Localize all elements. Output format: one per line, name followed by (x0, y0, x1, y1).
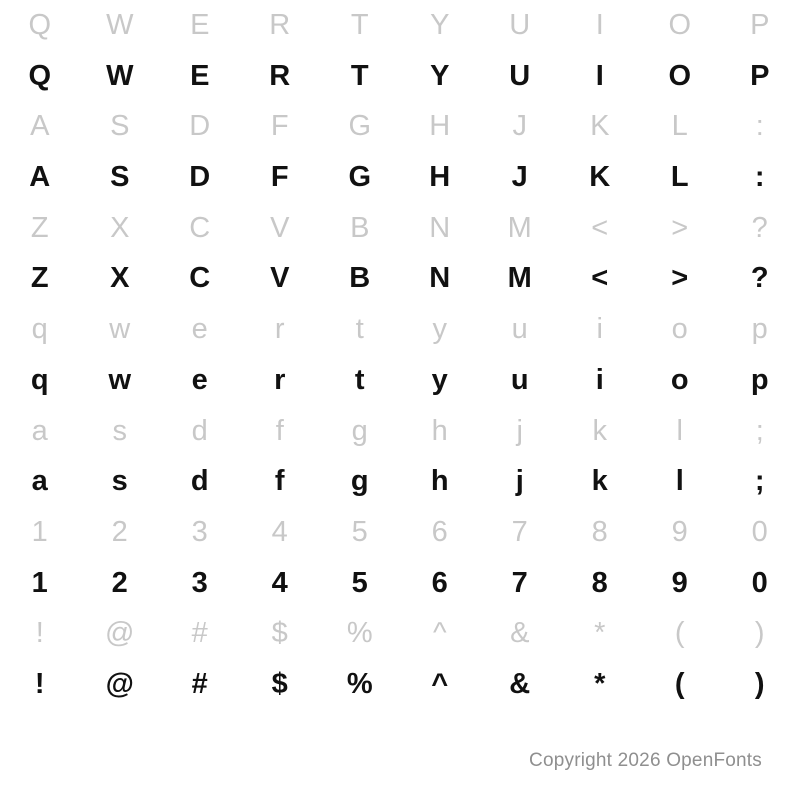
glyph-cell: Y (430, 59, 450, 92)
glyph-cell: S (110, 110, 130, 143)
glyph-cell: d (190, 465, 210, 498)
glyph-cell: F (270, 161, 290, 194)
glyph-cell: U (509, 8, 531, 41)
copyright-notice: Copyright 2026 OpenFonts (529, 750, 762, 771)
glyph-cell: w (109, 313, 131, 346)
glyph-cell: % (346, 668, 374, 701)
glyph-cell: J (512, 110, 528, 143)
glyph-cell: B (349, 262, 371, 295)
glyph-cell: # (191, 617, 209, 650)
glyph-cell: P (750, 8, 770, 41)
glyph-cell: 8 (591, 566, 609, 599)
glyph-cell: N (429, 211, 451, 244)
glyph-cell: i (596, 313, 604, 346)
glyph-cell: q (31, 313, 49, 346)
glyph-cell: C (189, 211, 211, 244)
glyph-cell: l (676, 414, 684, 447)
glyph-cell: X (110, 262, 130, 295)
glyph-cell: E (190, 59, 210, 92)
glyph-cell: W (106, 59, 134, 92)
glyph-row (0, 0, 800, 51)
glyph-row (0, 659, 800, 710)
glyph-cell: $ (271, 617, 289, 650)
glyph-cell: h (431, 414, 449, 447)
glyph-cell: E (190, 8, 210, 41)
glyph-cell: H (429, 161, 451, 194)
glyph-cell: j (515, 465, 525, 498)
glyph-cell: 8 (591, 516, 609, 549)
glyph-cell: U (509, 59, 531, 92)
glyph-cell: y (431, 363, 449, 396)
glyph-cell: @ (105, 668, 135, 701)
glyph-cell: ^ (431, 668, 449, 701)
glyph-cell: F (270, 110, 290, 143)
glyph-cell: 2 (111, 566, 129, 599)
glyph-cell: @ (105, 617, 135, 650)
glyph-cell: l (675, 465, 685, 498)
glyph-cell: r (274, 313, 286, 346)
glyph-cell: 3 (191, 516, 209, 549)
glyph-cell: u (511, 313, 529, 346)
glyph-cell: V (270, 211, 290, 244)
glyph-row (0, 609, 800, 660)
glyph-cell: I (595, 59, 605, 92)
glyph-cell: ? (750, 262, 770, 295)
glyph-cell: o (671, 313, 689, 346)
glyph-cell: k (592, 414, 608, 447)
glyph-cell: p (751, 313, 769, 346)
glyph-cell: D (189, 110, 211, 143)
glyph-cell: g (351, 414, 369, 447)
glyph-cell: ) (754, 668, 766, 701)
glyph-cell: P (750, 59, 770, 92)
glyph-cell: G (348, 161, 372, 194)
glyph-cell: C (189, 262, 211, 295)
glyph-cell: k (591, 465, 609, 498)
glyph-row (0, 51, 800, 102)
glyph-cell: 4 (271, 566, 289, 599)
glyph-cell: R (269, 59, 291, 92)
glyph-cell: 2 (111, 516, 129, 549)
glyph-cell: B (350, 211, 370, 244)
glyph-cell: r (274, 363, 286, 396)
glyph-cell: X (110, 211, 130, 244)
glyph-cell: q (30, 363, 50, 396)
glyph-row (0, 101, 800, 152)
glyph-cell: Q (28, 59, 52, 92)
glyph-cell: I (595, 8, 605, 41)
glyph-cell: 7 (511, 566, 529, 599)
glyph-cell: h (430, 465, 450, 498)
glyph-cell: V (270, 262, 290, 295)
glyph-cell: T (350, 59, 370, 92)
glyph-cell: < (591, 211, 609, 244)
glyph-cell: s (111, 465, 129, 498)
glyph-row (0, 507, 800, 558)
glyph-cell: 6 (431, 516, 449, 549)
glyph-cell: Z (30, 262, 50, 295)
glyph-cell: > (671, 211, 689, 244)
glyph-cell: Q (28, 8, 52, 41)
glyph-cell: A (29, 161, 51, 194)
glyph-cell: Z (30, 211, 50, 244)
glyph-cell: f (275, 414, 285, 447)
glyph-cell: ! (34, 668, 46, 701)
glyph-row (0, 406, 800, 457)
glyph-cell: G (348, 110, 372, 143)
glyph-row (0, 152, 800, 203)
glyph-cell: M (507, 211, 533, 244)
glyph-cell: t (354, 363, 366, 396)
glyph-cell: j (516, 414, 524, 447)
glyph-cell: y (432, 313, 448, 346)
glyph-cell: 1 (31, 516, 49, 549)
glyph-cell: a (31, 414, 49, 447)
glyph-cell: f (274, 465, 286, 498)
glyph-cell: A (30, 110, 50, 143)
glyph-cell: ; (754, 465, 766, 498)
glyph-cell: ^ (432, 617, 448, 650)
glyph-cell: 4 (271, 516, 289, 549)
glyph-cell: ) (754, 617, 766, 650)
glyph-cell: : (755, 110, 765, 143)
glyph-cell: # (191, 668, 209, 701)
glyph-cell: e (191, 363, 209, 396)
glyph-cell: R (269, 8, 291, 41)
glyph-row (0, 304, 800, 355)
glyph-cell: g (350, 465, 370, 498)
glyph-cell: > (671, 262, 689, 295)
glyph-row (0, 254, 800, 305)
glyph-cell: M (507, 262, 533, 295)
glyph-cell: T (350, 8, 370, 41)
glyph-cell: ! (35, 617, 45, 650)
glyph-cell: K (589, 161, 611, 194)
glyph-cell: O (668, 8, 692, 41)
glyph-cell: L (671, 110, 689, 143)
glyph-cell: & (509, 668, 531, 701)
glyph-cell: u (510, 363, 530, 396)
glyph-cell: 5 (351, 516, 369, 549)
glyph-cell: Y (430, 8, 450, 41)
glyph-cell: 0 (751, 566, 769, 599)
glyph-cell: : (754, 161, 766, 194)
glyph-row (0, 355, 800, 406)
glyph-cell: O (668, 59, 692, 92)
glyph-cell: e (191, 313, 209, 346)
glyph-cell: 6 (431, 566, 449, 599)
glyph-cell: % (346, 617, 374, 650)
glyph-row (0, 558, 800, 609)
glyph-cell: o (670, 363, 690, 396)
glyph-cell: d (191, 414, 209, 447)
glyph-cell: W (106, 8, 134, 41)
glyph-cell: 0 (751, 516, 769, 549)
glyph-cell: * (594, 617, 606, 650)
glyph-cell: s (112, 414, 128, 447)
glyph-cell: & (510, 617, 530, 650)
glyph-cell: 3 (191, 566, 209, 599)
glyph-cell: D (189, 161, 211, 194)
glyph-cell: N (429, 262, 451, 295)
glyph-cell: 7 (511, 516, 529, 549)
glyph-cell: t (355, 313, 365, 346)
glyph-cell: * (594, 668, 606, 701)
glyph-cell: J (511, 161, 529, 194)
glyph-row (0, 203, 800, 254)
glyph-cell: ( (674, 668, 686, 701)
glyph-cell: ? (751, 211, 769, 244)
glyph-cell: L (670, 161, 690, 194)
glyph-cell: K (590, 110, 610, 143)
glyph-cell: i (595, 363, 605, 396)
glyph-cell: ; (755, 414, 765, 447)
glyph-cell: 5 (351, 566, 369, 599)
glyph-cell: ( (674, 617, 686, 650)
glyph-cell: p (750, 363, 770, 396)
glyph-cell: a (31, 465, 49, 498)
glyph-cell: w (108, 363, 132, 396)
glyph-cell: S (110, 161, 130, 194)
glyph-cell: 9 (671, 516, 689, 549)
glyph-cell: 1 (31, 566, 49, 599)
glyph-row (0, 456, 800, 507)
glyph-cell: < (591, 262, 609, 295)
glyph-cell: $ (271, 668, 289, 701)
glyph-cell: H (429, 110, 451, 143)
glyph-cell: 9 (671, 566, 689, 599)
